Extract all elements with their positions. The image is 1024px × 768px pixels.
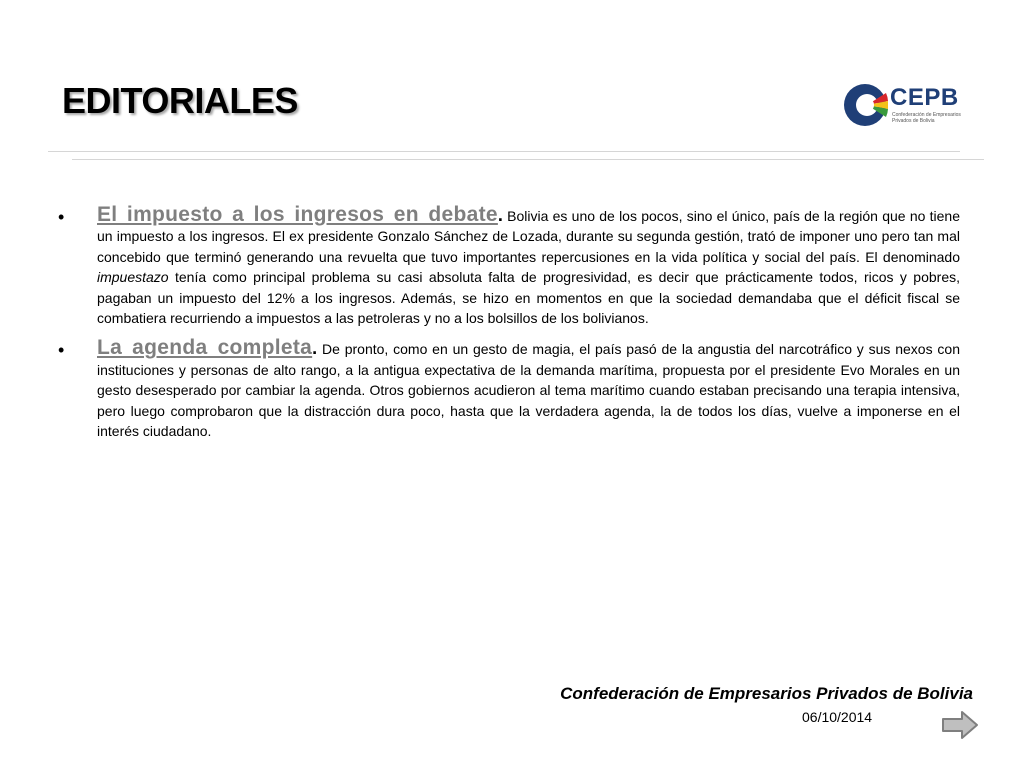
editorial-heading[interactable]: El impuesto a los ingresos en debate	[97, 203, 498, 226]
next-slide-button[interactable]	[940, 709, 980, 741]
editorial-list	[58, 205, 960, 451]
editorial-body-part1: Bolivia es uno de los pocos, sino el único, país de la región que no tiene un impuesto a los ingresos. El ex presidente Gonzalo Sánchez de Lozada, durante su segunda gestión, trató de imponer uno pero tan mal concebido que terminó generando una revuelta que tuvo importantes repercusiones en la vida política y social del país. El denominado	[97, 208, 960, 265]
cepb-logo	[842, 80, 962, 130]
heading-period: .	[497, 205, 503, 225]
heading-period: .	[312, 338, 318, 359]
editorial-text	[97, 205, 960, 328]
footer-date: 06/10/2014	[802, 709, 873, 725]
editorial-body: De pronto, como en un gesto de magia, el país pasó de la angustia del narcotráfico y sus nexos con instituciones y personas de alto rango, a la antigua expectativa de la demanda marítima, propuesta por el presidente Evo Morales en un gesto desesperado por cambiar la agenda. Otros gobiernos acudieron al tema marítimo cuando estaban precisando una terapia intensiva, pero luego comprobaron que la distracción dura poco, hasta que la verdadera agenda, la de todos los días, vuelve a imponerse en el interés ciudadano.	[97, 341, 960, 440]
footer-organization: Confederación de Empresarios Privados de Bolivia	[560, 684, 973, 703]
editorial-item-agenda	[58, 338, 960, 441]
editorial-body-part2: tenía como principal problema su casi absoluta falta de progresividad, es decir que prácticamente todos, ricos y pobres, pagaban un impuesto del 12% a los ingresos. Además, se hizo en momentos en que la sociedad demandaba que el déficit fiscal se combatiera recurriendo a impuestos a las petroleras y no a los bolsillos de los bolivianos.	[97, 269, 960, 327]
logo-text: CEPB	[890, 84, 959, 111]
logo-subtitle: Confederación de Empresarios Privados de Bolivia	[892, 112, 961, 124]
editorial-heading[interactable]: La agenda completa	[97, 336, 313, 360]
editorial-item-impuesto	[58, 205, 960, 328]
slide-title: EDITORIALES	[62, 80, 298, 121]
editorial-body-italic: impuestazo	[97, 269, 169, 286]
editorial-text	[97, 338, 960, 441]
header-divider-bottom	[72, 159, 984, 160]
right-arrow-icon	[940, 709, 980, 741]
bullet-icon: •	[58, 207, 65, 227]
cepb-logo-mark-icon	[842, 80, 888, 130]
bullet-icon: •	[58, 340, 65, 361]
header-divider-top	[48, 151, 960, 152]
